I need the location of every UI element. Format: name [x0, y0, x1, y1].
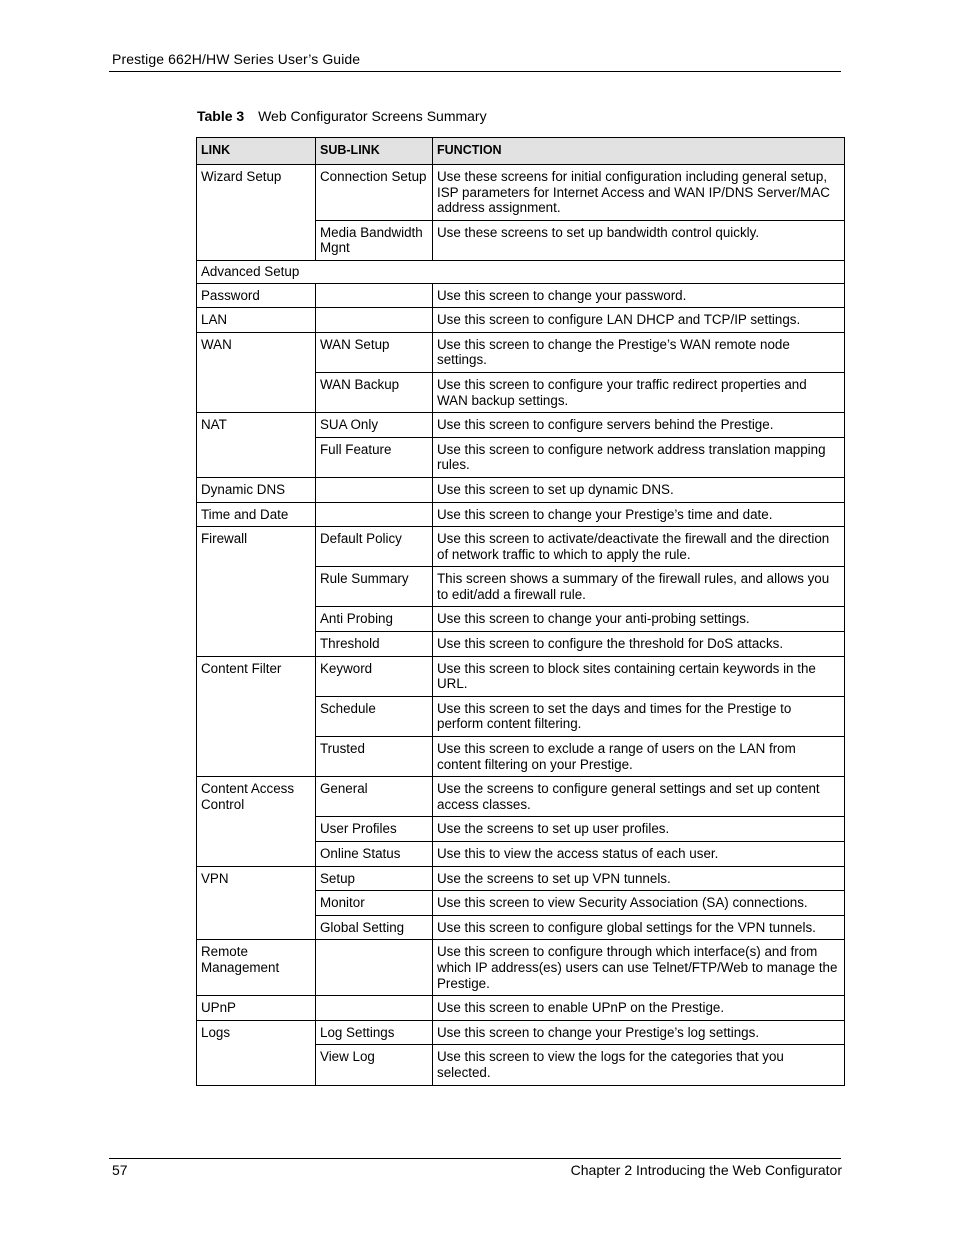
sub-link-cell	[316, 502, 433, 527]
function-cell: Use this screen to block sites containing certain keywords in the URL.	[433, 656, 845, 696]
link-cell: Password	[197, 283, 316, 308]
function-cell: Use these screens for initial configuration including general setup, ISP parameters for Internet Access and WAN IP/DNS Server/MAC address assignment.	[433, 165, 845, 221]
sub-link-cell	[316, 308, 433, 333]
table-row	[197, 1020, 845, 1045]
table-row	[197, 308, 845, 333]
function-cell: Use this screen to configure through which interface(s) and from which IP address(es) users can use Telnet/FTP/Web to manage the Prestige.	[433, 940, 845, 996]
sub-link-cell: Log Settings	[316, 1020, 433, 1045]
table-row	[197, 477, 845, 502]
sub-link-cell: Threshold	[316, 632, 433, 657]
table-row	[197, 165, 845, 221]
table-row	[197, 260, 845, 283]
function-cell: Use this screen to configure LAN DHCP and TCP/IP settings.	[433, 308, 845, 333]
sub-link-cell: Default Policy	[316, 527, 433, 567]
table-caption-label: Table 3	[197, 108, 245, 124]
link-cell: NAT	[197, 413, 316, 478]
function-cell: Use this screen to change your Prestige’s log settings.	[433, 1020, 845, 1045]
function-cell: This screen shows a summary of the firewall rules, and allows you to edit/add a firewall rule.	[433, 567, 845, 607]
function-cell: Use this to view the access status of each user.	[433, 842, 845, 867]
sub-link-cell: Anti Probing	[316, 607, 433, 632]
function-cell: Use this screen to change your anti-probing settings.	[433, 607, 845, 632]
chapter-title: Chapter 2 Introducing the Web Configurator	[570, 1162, 842, 1178]
table-row	[197, 502, 845, 527]
function-cell: Use these screens to set up bandwidth control quickly.	[433, 220, 845, 260]
table-caption-text: Web Configurator Screens Summary	[258, 108, 487, 124]
function-cell: Use this screen to configure global settings for the VPN tunnels.	[433, 915, 845, 940]
sub-link-cell: WAN Setup	[316, 332, 433, 372]
table-row	[197, 332, 845, 372]
function-cell: Use this screen to view Security Association (SA) connections.	[433, 891, 845, 916]
column-header-sub-link: SUB-LINK	[316, 138, 433, 165]
screens-summary-table	[196, 137, 845, 1086]
function-cell: Use this screen to configure your traffic redirect properties and WAN backup settings.	[433, 372, 845, 412]
sub-link-cell	[316, 996, 433, 1021]
sub-link-cell	[316, 940, 433, 996]
function-cell: Use this screen to enable UPnP on the Prestige.	[433, 996, 845, 1021]
link-cell: Dynamic DNS	[197, 477, 316, 502]
column-header-link: LINK	[197, 138, 316, 165]
function-cell: Use this screen to change your password.	[433, 283, 845, 308]
function-cell: Use this screen to change the Prestige’s WAN remote node settings.	[433, 332, 845, 372]
function-cell: Use this screen to change your Prestige’s time and date.	[433, 502, 845, 527]
link-cell: VPN	[197, 866, 316, 940]
table-row	[197, 283, 845, 308]
table-body	[197, 165, 845, 1086]
function-cell: Use this screen to view the logs for the categories that you selected.	[433, 1045, 845, 1085]
page-number: 57	[112, 1162, 128, 1178]
function-cell: Use the screens to set up VPN tunnels.	[433, 866, 845, 891]
table-row	[197, 527, 845, 567]
function-cell: Use this screen to activate/deactivate the firewall and the direction of network traffic to which to apply the rule.	[433, 527, 845, 567]
table-row	[197, 940, 845, 996]
sub-link-cell	[316, 477, 433, 502]
table-row	[197, 413, 845, 438]
sub-link-cell: Setup	[316, 866, 433, 891]
sub-link-cell: Online Status	[316, 842, 433, 867]
table-header-row	[197, 138, 845, 165]
link-cell: Logs	[197, 1020, 316, 1085]
link-cell: Firewall	[197, 527, 316, 657]
function-cell: Use this screen to configure network address translation mapping rules.	[433, 437, 845, 477]
link-cell: WAN	[197, 332, 316, 412]
sub-link-cell: Media Bandwidth Mgnt	[316, 220, 433, 260]
header-rule	[109, 71, 841, 72]
function-cell: Use this screen to set up dynamic DNS.	[433, 477, 845, 502]
sub-link-cell: SUA Only	[316, 413, 433, 438]
table-row	[197, 777, 845, 817]
link-cell: Content Filter	[197, 656, 316, 777]
sub-link-cell: Connection Setup	[316, 165, 433, 221]
sub-link-cell: Schedule	[316, 696, 433, 736]
sub-link-cell: WAN Backup	[316, 372, 433, 412]
sub-link-cell: Keyword	[316, 656, 433, 696]
function-cell: Use the screens to configure general settings and set up content access classes.	[433, 777, 845, 817]
table-row	[197, 996, 845, 1021]
footer-rule	[109, 1158, 841, 1159]
sub-link-cell: Global Setting	[316, 915, 433, 940]
sub-link-cell: Monitor	[316, 891, 433, 916]
link-cell: Content Access Control	[197, 777, 316, 866]
sub-link-cell: General	[316, 777, 433, 817]
sub-link-cell: User Profiles	[316, 817, 433, 842]
table-caption	[197, 108, 487, 124]
link-cell: Wizard Setup	[197, 165, 316, 261]
link-cell: Remote Management	[197, 940, 316, 996]
link-cell: LAN	[197, 308, 316, 333]
running-header: Prestige 662H/HW Series User’s Guide	[112, 51, 361, 67]
link-cell: UPnP	[197, 996, 316, 1021]
sub-link-cell	[316, 283, 433, 308]
sub-link-cell: Rule Summary	[316, 567, 433, 607]
sub-link-cell: View Log	[316, 1045, 433, 1085]
table-row	[197, 866, 845, 891]
function-cell: Use the screens to set up user profiles.	[433, 817, 845, 842]
function-cell: Use this screen to configure the threshold for DoS attacks.	[433, 632, 845, 657]
column-header-function: FUNCTION	[433, 138, 845, 165]
function-cell: Use this screen to exclude a range of users on the LAN from content filtering on your Prestige.	[433, 737, 845, 777]
link-cell: Time and Date	[197, 502, 316, 527]
sub-link-cell: Full Feature	[316, 437, 433, 477]
function-cell: Use this screen to set the days and times for the Prestige to perform content filtering.	[433, 696, 845, 736]
function-cell: Use this screen to configure servers behind the Prestige.	[433, 413, 845, 438]
sub-link-cell: Trusted	[316, 737, 433, 777]
section-row-cell: Advanced Setup	[197, 260, 845, 283]
table-row	[197, 656, 845, 696]
